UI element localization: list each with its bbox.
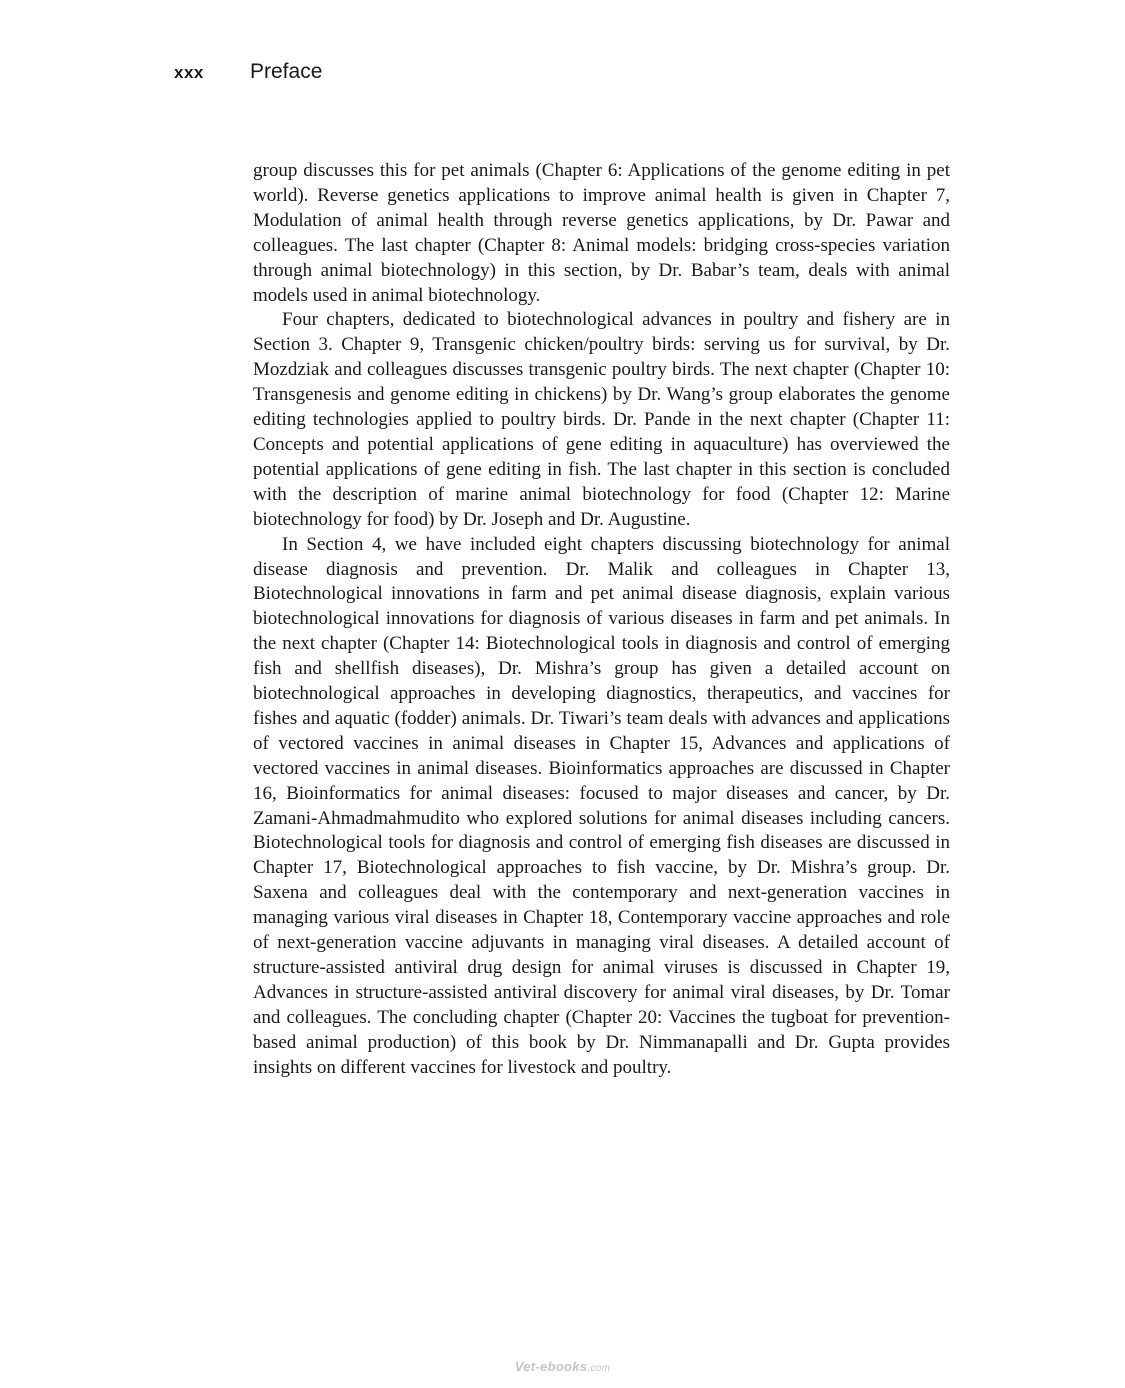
- running-head: [174, 60, 322, 90]
- running-title: Preface: [250, 60, 323, 83]
- preface-body: [253, 159, 950, 1081]
- watermark-logo: [0, 1359, 1125, 1374]
- watermark-name: Vet-ebooks: [514, 1359, 588, 1374]
- watermark-tld: .com: [587, 1363, 611, 1374]
- paragraph-section-4: In Section 4, we have included eight chapters discussing biotechnology for animal disease diagnosis and prevention. Dr. Malik and colleagues in Chapter 13, Biotechnological innovations in farm and pet animal disease diagnosis, explain various biotechnological innovations for diagnosis of various diseases in farm and pet animals. In the next chapter (Chapter 14: Biotechnological tools in diagnosis and control of emerging fish and shellfish diseases), Dr. Mishra’s group has given a detailed account on biotechnological approaches in developing diagnostics, therapeutics, and vaccines for fishes and aquatic (fodder) animals. Dr. Tiwari’s team deals with advances and applications of vectored vaccines in animal diseases in Chapter 15, Advances and applications of vectored vaccines in animal diseases. Bioinformatics approaches are discussed in Chapter 16, Bioinformatics for animal diseases: focused to major diseases and cancer, by Dr. Zamani-Ahmadmahmudito who explored solutions for animal diseases including cancers. Biotechnological tools for diagnosis and control of emerging fish diseases are discussed in Chapter 17, Biotechnological approaches to fish vaccine, by Dr. Mishra’s group. Dr. Saxena and colleagues deal with the contemporary and next-generation vaccines in managing various viral diseases in Chapter 18, Contemporary vaccine approaches and role of next-generation vaccine adjuvants in managing viral diseases. A detailed account of structure-assisted antiviral drug design for animal viruses is discussed in Chapter 19, Advances in structure-assisted antiviral discovery for animal viral diseases, by Dr. Tomar and colleagues. The concluding chapter (Chapter 20: Vaccines the tugboat for prevention-based animal production) of this book by Dr. Nimmanapalli and Dr. Gupta provides insights on different vaccines for livestock and poultry.: [253, 533, 950, 1078]
- page-number: xxx: [174, 63, 204, 82]
- paragraph-continuation: group discusses this for pet animals (Chapter 6: Applications of the genome editing in pet world). Reverse genetics applications to improve animal health is given in Chapter 7, Modulation of animal health through reverse genetics applications, by Dr. Pawar and colleagues. The last chapter (Chapter 8: Animal models: bridging cross-species variation through animal biotechnology) in this section, by Dr. Babar’s team, deals with animal models used in animal biotechnology.: [253, 160, 950, 306]
- paragraph-section-3: Four chapters, dedicated to biotechnological advances in poultry and fishery are in Section 3. Chapter 9, Transgenic chicken/poultry birds: serving us for survival, by Dr. Mozdziak and colleagues discusses transgenic poultry birds. The next chapter (Chapter 10: Transgenesis and genome editing in chickens) by Dr. Wang’s group elaborates the genome editing technologies applied to poultry birds. Dr. Pande in the next chapter (Chapter 11: Concepts and potential applications of gene editing in aquaculture) has overviewed the potential applications of gene editing in fish. The last chapter in this section is concluded with the description of marine animal biotechnology for food (Chapter 12: Marine biotechnology for food) by Dr. Joseph and Dr. Augustine.: [253, 309, 950, 530]
